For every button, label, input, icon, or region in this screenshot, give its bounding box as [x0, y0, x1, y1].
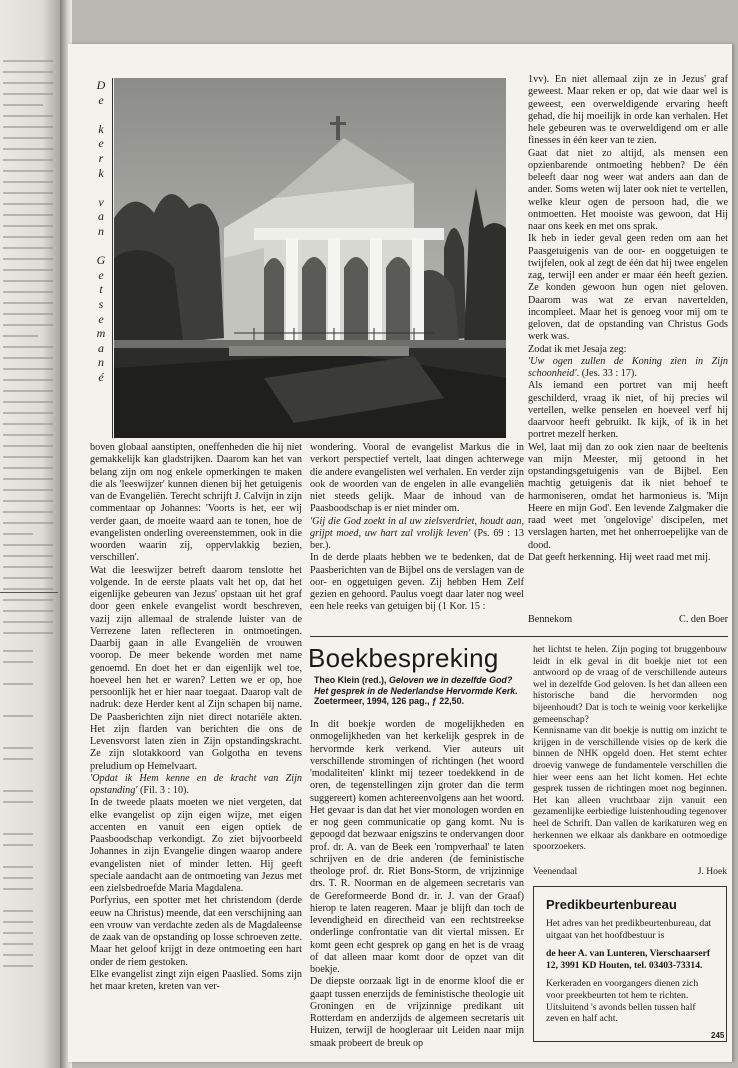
article-paragraph-4: In de derde plaats hebben we te bedenken, dat de Paasberichten van de Bijbel ons de verslagen van de oor- en oggetuigen geven. Zij hebben Hem Zelf gezien en gehoord. Paulus voegt daar later nog weel een hele reeks van getuigen bij (1 Kor. 15 : — [310, 552, 524, 613]
review-column-left — [310, 719, 524, 1049]
predikbeurtenbureau-box — [533, 886, 727, 1042]
quote-philippians-ref: (Fil. 3 : 10). — [137, 785, 189, 796]
review-place: Veenendaal — [533, 866, 578, 877]
bureau-note: Kerkeraden en voorgangers dienen zich voor preekbeurten tot hem te richten. Uitsluitend 's avonds bellen tussen half zeven en half acht. — [546, 978, 699, 1025]
article-place: Bennekom — [528, 614, 573, 625]
article-column-3 — [528, 74, 728, 612]
bureau-intro: Het adres van het predikbeurtenbureau, dat uitgaat van het hoofdbestuur is — [546, 918, 712, 941]
quote-isaiah: 'Uw ogen zullen de Koning zien in Zijn schoonheid' — [528, 355, 728, 379]
article-paragraphs-2: In de tweede plaats moeten we niet vergeten, dat elke evangelist op zijn eigen wijze, met eigen accenten en vanuit een eigen optiek de Paasboodschap verkondigt. Zo ziet bijvoorbeeld Johannes in zijn Evangelie dingen waarop andere evangelisten niet of minder letten. Hij geeft speciale aandacht aan de ontmoeting van Jezus met een zielsbedroefde Maria Magdalena. Porfyrius, een spotter met het christendom (derde eeuw na Christus) meende, dat een verschijning aan een vrouw van verdachte zeden als de Magdaleense de zaak van de opstanding op losse schroeven zette. Maar het geloof krijgt in deze ontmoeting een hart onder de riem gestoken. Elke evangelist zingt zijn eigen Paaslied. Soms zijn het maar kreten, kreten van ver- — [90, 797, 302, 992]
article-signature — [528, 614, 728, 626]
review-heading: Boekbespreking — [308, 643, 499, 673]
article-column-2 — [310, 442, 524, 628]
article-author: C. den Boer — [679, 614, 728, 625]
review-text-left: In dit boekje worden de mogelijkheden en onmogelijkheden van het kerkelijk gesprek in de hervormde kerk verkend. Vier auteurs uit verschillende stromingen of richtingen (het woord 'modaliteiten' klinkt mij tezeer toedekkend in de oren, de tegenstellingen zijn groter dan die term suggereert) komen achtereenvolgens aan het woord. Het gevaar is dan dat het vier monologen worden en er nog geen communicatie op gang komt. Nu is gepoogd dat bezwaar enigszins te ondervangen door prof. dr. A. van de Beek een 'rompverhaal' te laten schrijven en de drie anderen (de feministische theologe prof. dr. Riet Bons-Storm, de vrijzinnige drs. T. R. Noorman en de algemeen secretaris van de Gereformeerde Bond dr. ir. J. van der Graaf) hierop te laten reageren. Maar je blijft dan toch de levendigheid en directheid van een rechtstreekse onderlinge confrontatie van dit viertal missen. Er komt geen echt gesprek op gang en het is de vraag of dat alleen maar komt door de opzet van dit boekje. De diepste oorzaak ligt in de enorme kloof die er gaapt tussen enerzijds de feministische theologie uit Groningen en de vrijzinnige predikant uit Rotterdam en anderzijds de algemeen secretaris uit Huizen, terwijl de hoogleraar uit Leiden naar mijn smaak probeert de breuk op — [310, 719, 524, 1049]
article-paragraphs-1: boven globaal aanstipten, oneffenheden die hij niet gemakkelijk kan gladstrijken. Daarom kan het van belang zijn om nog enkele opmerkingen te maken die als 'leeswijzer' kunnen dienen bij het getuigenis van de Evangeliën. Terecht schrijft J. Calvijn in zijn commentaar op Johannes: 'Voorts is het, eer wij verder gaan, de moeite waard aan te tonen, hoe de evangelisten onderling overeenstemmen, ook in die woorden waarin zij, oppervlakkig bezien, verschillen'. Wat die leeswijzer betreft daarom tenslotte het volgende. In de eerste plaats valt het op, dat het eigenlijke gebeuren van Jezus' opstaan uit het graf door geen enkele evangelist wordt beschreven, vazij zijn allemaal de stralende luister van de Verrezene laten reflecteren in ontmoetingen. Daarbij gaan in alle Evangeliën de vrouwen voorop. De meer bekende worden met name genoemd. En doet het er dan eigenlijk wel toe, hoeveel hen het er waren? Letten we er op, hoe persoonlijk het er hier naar toegaat. Daarop valt de nadruk: deze Herder kent al Zijn schapen bij name. De Paasberichten zijn niet direct notariële akten. Het zijn flarden van berichten die ons de Levensvorst laten zien in Zijn opstandingskracht. Ze zijn slotakkoord van Golgotha en tevens preludium op Hemelvaart. — [90, 442, 302, 772]
article-paragraph-3: wondering. Vooral de evangelist Markus die in verkort perspectief vertelt, laat dingen achterwege die andere evangelisten wel verhalen. En verder zijn ook de woorden van de engelen in alle evangeliën niet steeds gelijk. Maar de inhoud van de Paasboodschap is er niet minder om. — [310, 442, 524, 515]
review-text-right: het lichtst te helen. Zijn poging tot bruggenbouw leidt in elk geval in dit boekje niet tot een antwoord op de vraag of de verschillende auteurs wel in dezelfde God geloven. Is het dan alleen een historische band die hervormden nog bijeenhoudt? Dat is toch te weinig voor kerkelijke gemeenschap? Kennisname van dit boekje is nuttig om inzicht te krijgen in de verschillende visies op de kerk die binnen de NHK opgeld doen. Het stemt echter droevig vanwege de fundamentele verschillen die hier weer eens aan het licht komen. Het echte gesprek tussen de richtingen moet nog beginnen. Het kan alleen vruchtbaar zijn vanuit een gezamenlijke eerbiedige luistenhouding tegenover heel de Schrift. Dan vallen de karikaturen weg en herkennen we elkaar als dankbare en ootmoedige spoorzoekers. — [533, 644, 727, 853]
previous-page-sidebar — [3, 650, 33, 976]
article-paragraphs-6: Als iemand een portret van mij heeft geschilderd, vraag ik niet, of hij precies wil vertellen, welke penselen en hoeveel verf hij daarvoor heeft gebruikt. Ik kijk, of ik in het portret mezelf herken. Wel, laat mij dan zo ook zien naar de beeltenis van mijn Meester, mij getoond in het opstandingsgetuigenis van de Bijbel. Een machtig getuigenis dat ik niet behoef te harmoniseren, omdat het harmonieus is. 'Mijn Heere en mijn God'. Een levende Zalgmaker die raad weet met 'ongelovige' discipelen, met verslagen harten, met het onherroepelijke van de dood. Dat geeft herkenning. Hij weet raad met mij. — [528, 380, 728, 563]
bureau-address: de heer A. van Lunteren, Vierschaarserf 12, 3991 KD Houten, tel. 03403-73314. — [546, 948, 711, 971]
article-paragraphs-5: 1vv). En niet allemaal zijn ze in Jezus' graf geweest. Maar reken er op, dat wie daar wel is geweest, een overweldigende ervaring heeft gehad, die hij moeilijk in orde kan verhalen. Het hele gebeuren was te overweldigend om er alle finesses in één keer van te zien. Gaat dat niet zo altijd, als mensen een opzienbarende ontmoeting hebben? De één beleeft daar nog weer wat anders aan dan de ander. Soms weten wij later ook niet te vertellen, welke kleur ogen de persoon had, die we ontmoetten. Het mooiste was gewoon, dat Hij naar ons keek en met ons sprak. Ik heb in ieder geval geen reden om aan het Paasgetuigenis van de oor- en ooggetuigen te twijfelen, ook al zegt de één dat hij twee engelen zag, terwijl een ander er maar één heeft gezien. Ze konden gewoon hun ogen niet geloven. Daarom was wat ze ervan navertelden, incompleet. Maar het is genoeg voor mij om te geloven, dat de opstanding van Christus Gods werk was. Zodat ik met Jesaja zeg: — [528, 74, 728, 355]
review-signature — [533, 866, 727, 878]
magazine-page — [68, 44, 732, 1062]
church-photo — [114, 78, 506, 438]
bureau-title: Predikbeurtenbureau — [546, 897, 677, 912]
section-divider — [310, 636, 728, 637]
quote-isaiah-ref: . (Jes. 33 : 17). — [576, 368, 637, 379]
quote-philippians: 'Opdat ik Hem kenne en de kracht van Zijn opstanding' — [90, 772, 302, 796]
review-column-right — [533, 644, 727, 866]
previous-page-text — [3, 60, 53, 643]
previous-page-strip — [0, 0, 60, 1068]
photo-caption-vertical: D e k e r k v a n G e t s e m a n é — [90, 78, 113, 438]
review-author: J. Hoek — [697, 866, 727, 877]
quote-psalm: 'Gij die God zoekt in al uw zielsverdriet, houdt aan, grijpt moed, uw hart zal vrolijk leven' — [310, 515, 524, 539]
quote-psalm-ref: (Ps. 69 : 13 ber.). — [310, 527, 524, 551]
page-number: 245 — [711, 1031, 725, 1040]
previous-page-rule — [0, 592, 58, 593]
review-book-info: Theo Klein (red.), Geloven we in dezelfde God? Het gesprek in de Nederlandse Hervormde Kerk. Zoetermeer, 1994, 126 pag., ƒ 22,50. — [314, 675, 518, 707]
article-column-1 — [90, 442, 302, 1042]
